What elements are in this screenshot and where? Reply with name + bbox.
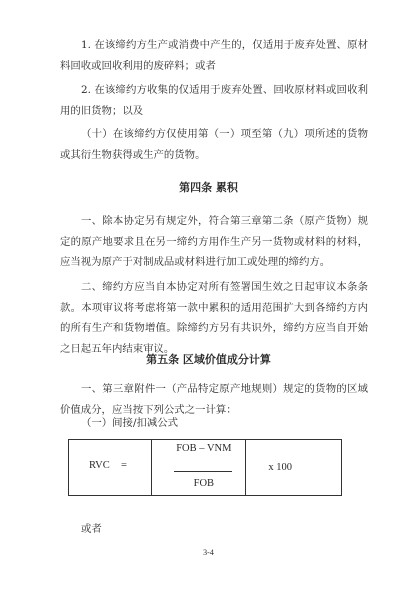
paragraph-or: 或者 xyxy=(81,523,102,535)
fraction-denominator: FOB xyxy=(193,478,215,489)
paragraph-indirect-formula-label: （一）间接/扣减公式 xyxy=(81,417,179,429)
paragraph-article-5-clause-1: 一、第三章附件一（产品特定原产地规则）规定的货物的区域价值成分，应当按下列公式之一计算： xyxy=(60,383,368,416)
formula-fraction-cell xyxy=(151,440,246,496)
paragraph-item-10: （十）在该缔约方仅使用第（一）项至第（九）项所述的货物或其衍生物获得或生产的货物。 xyxy=(60,128,368,161)
rvc-formula-table xyxy=(68,439,342,496)
formula-label-cell xyxy=(69,440,152,496)
equals-sign: = xyxy=(121,460,127,471)
article-4-heading: 第四条 累积 xyxy=(179,181,238,194)
paragraph-article-4-clause-1: 一、除本协定另有规定外，符合第三章第二条（原产货物）规定的原产地要求且在另一缔约方用作生产另一货物或材料的材料，应当视为原产于对制成品或材料进行加工或处理的缔约方。 xyxy=(60,215,368,268)
paragraph-item-2: 2. 在该缔约方收集的仅适用于废弃处置、回收原材料或回收利用的旧货物；以及 xyxy=(60,84,368,117)
page-number: 3-4 xyxy=(203,548,214,557)
fraction-numerator: FOB – VNM xyxy=(176,443,232,454)
rvc-label: RVC xyxy=(89,460,110,471)
paragraph-article-4-clause-2: 二、缔约方应当自本协定对所有签署国生效之日起审议本条条款。本项审议将考虑将第一款中累积的适用范围扩大到各缔约方内的所有生产和货物增值。除缔约方另有共识外，缔约方应当自开始之日起五年内结束审议。 xyxy=(60,281,368,355)
article-5-heading: 第五条 区域价值成分计算 xyxy=(146,353,271,366)
formula-multiplier-cell: x 100 xyxy=(246,440,342,496)
fraction-bar xyxy=(174,471,232,472)
paragraph-item-1: 1. 在该缔约方生产或消费中产生的，仅适用于废弃处置、原材料回收或回收利用的废碎料；或者 xyxy=(60,39,368,72)
